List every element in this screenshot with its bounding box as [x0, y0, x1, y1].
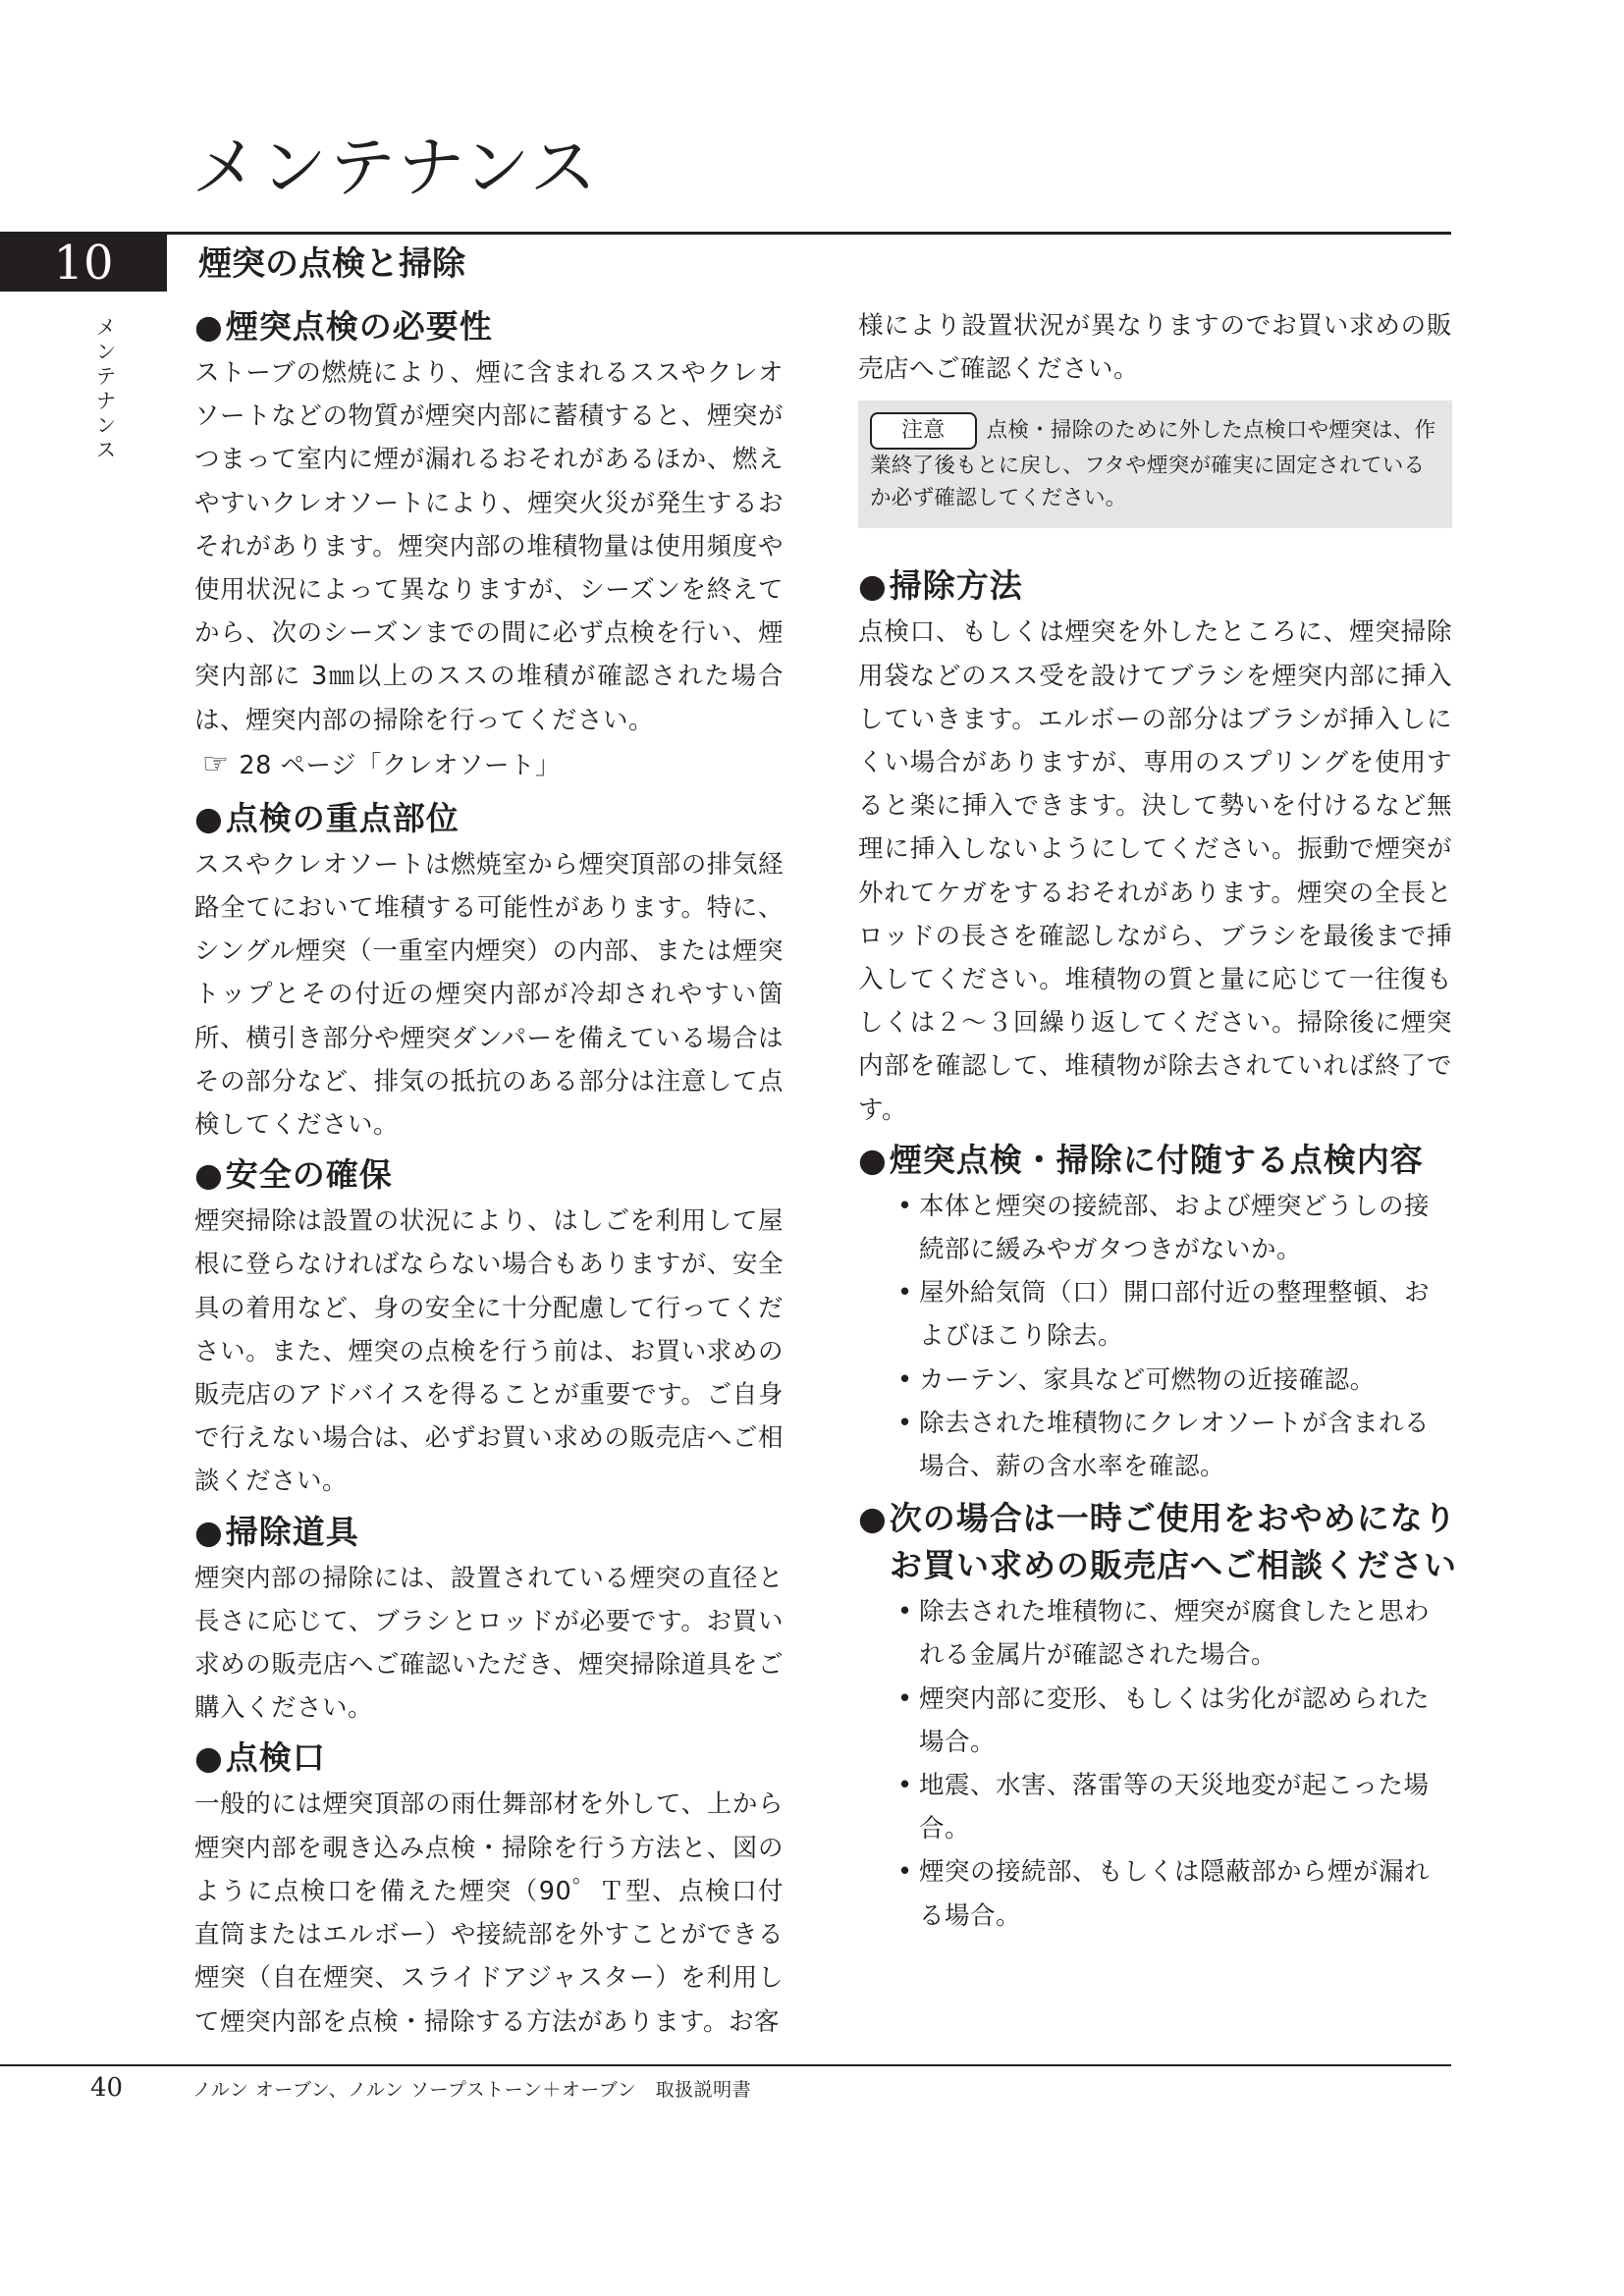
bullet-dot-icon: ●: [858, 1140, 888, 1179]
right-column: [858, 304, 1457, 1946]
bullet-dot-icon: ●: [858, 566, 888, 606]
section-title: 煙突の点検と掃除: [198, 244, 465, 284]
additional-checks-list: [858, 1185, 1452, 1488]
bullet-icon: •: [897, 1771, 913, 1801]
pointing-hand-icon: ☞: [202, 746, 230, 781]
side-tab-label: メンテナンス: [93, 316, 117, 463]
page-title: メンテナンス: [191, 130, 599, 207]
left-column: [194, 304, 784, 2050]
heading-key-inspection-points: ●点検の重点部位: [194, 798, 460, 837]
paragraph-continuation: 様により設置状況が異なりますのでお買い求めの販売店へご確認ください。: [858, 311, 1452, 385]
footer-rule: [0, 2064, 1451, 2066]
paragraph-cleaning-method: 点検口、もしくは煙突を外したところに、煙突掃除用袋などのスス受を設けてブラシを煙突内部に挿入していきます。エルボーの部分はブラシが挿入しにくい場合がありますが、専用のスプリングを使用すると楽に挿入できます。決して勢いを付けるなど無理に挿入しないようにしてください。振動で煙突が外れてケガをするおそれがあります。煙突の全長とロッドの長さを確認しながら、ブラシを最後まで挿入してください。堆積物の質と量に応じて一往復もしくは２～３回繰り返してください。掃除後に煙突内部を確認して、堆積物が除去されていれば終了です。: [858, 617, 1452, 1125]
list-item: • 煙突内部に変形、もしくは劣化が認められた場合。: [897, 1678, 1452, 1764]
bullet-icon: •: [897, 1857, 913, 1888]
chapter-number: 10: [0, 235, 167, 292]
bullet-dot-icon: ●: [194, 1512, 224, 1551]
bullet-dot-icon: ●: [194, 1155, 224, 1195]
list-item: • 除去された堆積物にクレオソートが含まれる場合、薪の含水率を確認。: [897, 1402, 1452, 1488]
list-item: • 本体と煙突の接続部、および煙突どうしの接続部に緩みやガタつきがないか。: [897, 1185, 1452, 1271]
list-item: • 煙突の接続部、もしくは隠蔽部から煙が漏れる場合。: [897, 1850, 1452, 1937]
paragraph-key-inspection-points: ススやクレオソートは燃焼室から煙突頂部の排気経路全てにおいて堆積する可能性があります。特に、シングル煙突（一重室内煙突）の内部、または煙突トップとその付近の煙突内部が冷却されやすい箇所、横引き部分や煙突ダンパーを備えている場合はその部分など、排気の抵抗のある部分は注意して点検してください。: [194, 849, 784, 1141]
list-item: • カーテン、家具など可燃物の近接確認。: [897, 1359, 1452, 1402]
bullet-icon: •: [897, 1408, 913, 1438]
bullet-dot-icon: ●: [194, 1738, 224, 1778]
manual-title: ノルン オーブン、ノルン ソープストーン＋オーブン 取扱説明書: [192, 2079, 752, 2101]
heading-inspection-necessity: ●煙突点検の必要性: [194, 307, 493, 346]
paragraph-inspection-necessity: ストーブの燃焼により、煙に含まれるススやクレオソートなどの物質が煙突内部に蓄積すると、煙突がつまって室内に煙が漏れるおそれがあるほか、燃えやすいクレオソートにより、煙突火災が発生するおそれがあります。煙突内部の堆積物量は使用頻度や使用状況によって異なりますが、シーズンを終えてから、次のシーズンまでの間に必ず点検を行い、煙突内部に 3㎜以上のススの堆積が確認された場合は、煙突内部の掃除を行ってください。: [194, 358, 784, 735]
bullet-dot-icon: ●: [194, 307, 224, 346]
list-item: • 屋外給気筒（口）開口部付近の整理整頓、およびほこり除去。: [897, 1271, 1452, 1358]
paragraph-safety: 煙突掃除は設置の状況により、はしごを利用して屋根に登らなければならない場合もありますが、安全具の着用など、身の安全に十分配慮して行ってください。また、煙突の点検を行う前は、お買い求めの販売店のアドバイスを得ることが重要です。ご自身で行えない場合は、必ずお買い求めの販売店へご相談ください。: [194, 1206, 784, 1497]
page-reference: [202, 744, 784, 786]
caution-box: [858, 400, 1452, 528]
stop-use-list: [858, 1590, 1452, 1938]
bullet-dot-icon: ●: [858, 1499, 888, 1538]
bullet-icon: •: [897, 1364, 913, 1395]
paragraph-inspection-port: 一般的には煙突頂部の雨仕舞部材を外して、上から煙突内部を覗き込み点検・掃除を行う方法と、図のように点検口を備えた煙突（90゜Ｔ型、点検口付直筒またはエルボー）や接続部を外すことができる煙突（自在煙突、スライドアジャスター）を利用して煙突内部を点検・掃除する方法があります。お客: [194, 1789, 784, 2037]
heading-cleaning-tools: ●掃除道具: [194, 1512, 359, 1551]
heading-cleaning-method: ●掃除方法: [858, 566, 1023, 606]
heading-stop-use: ●次の場合は一時ご使用をおやめになり: [858, 1499, 1457, 1538]
bullet-icon: •: [897, 1278, 913, 1308]
list-item: • 除去された堆積物に、煙突が腐食したと思われる金属片が確認された場合。: [897, 1590, 1452, 1677]
caution-badge: 注意: [870, 412, 977, 450]
bullet-dot-icon: ●: [194, 798, 224, 837]
header-rule: [0, 232, 1451, 235]
paragraph-cleaning-tools: 煙突内部の掃除には、設置されている煙突の直径と長さに応じて、ブラシとロッドが必要です。お買い求めの販売店へご確認いただき、煙突掃除道具をご購入ください。: [194, 1563, 784, 1724]
page-reference-text: 28 ページ「クレオソート」: [239, 750, 561, 780]
bullet-icon: •: [897, 1191, 913, 1221]
list-item: • 地震、水害、落雷等の天災地変が起こった場合。: [897, 1764, 1452, 1850]
page-number: 40: [90, 2073, 124, 2103]
heading-stop-use-line2: お買い求めの販売店へご相談ください: [890, 1546, 1457, 1585]
heading-safety: ●安全の確保: [194, 1155, 393, 1195]
caution-text: 点検・掃除のために外した点検口や煙突は、作業終了後もとに戻し、フタや煙突が確実に固定されているか必ず確認してください。: [870, 418, 1436, 511]
heading-inspection-port: ●点検口: [194, 1738, 326, 1778]
bullet-icon: •: [897, 1683, 913, 1714]
heading-additional-checks: ●煙突点検・掃除に付随する点検内容: [858, 1140, 1424, 1179]
bullet-icon: •: [897, 1597, 913, 1628]
